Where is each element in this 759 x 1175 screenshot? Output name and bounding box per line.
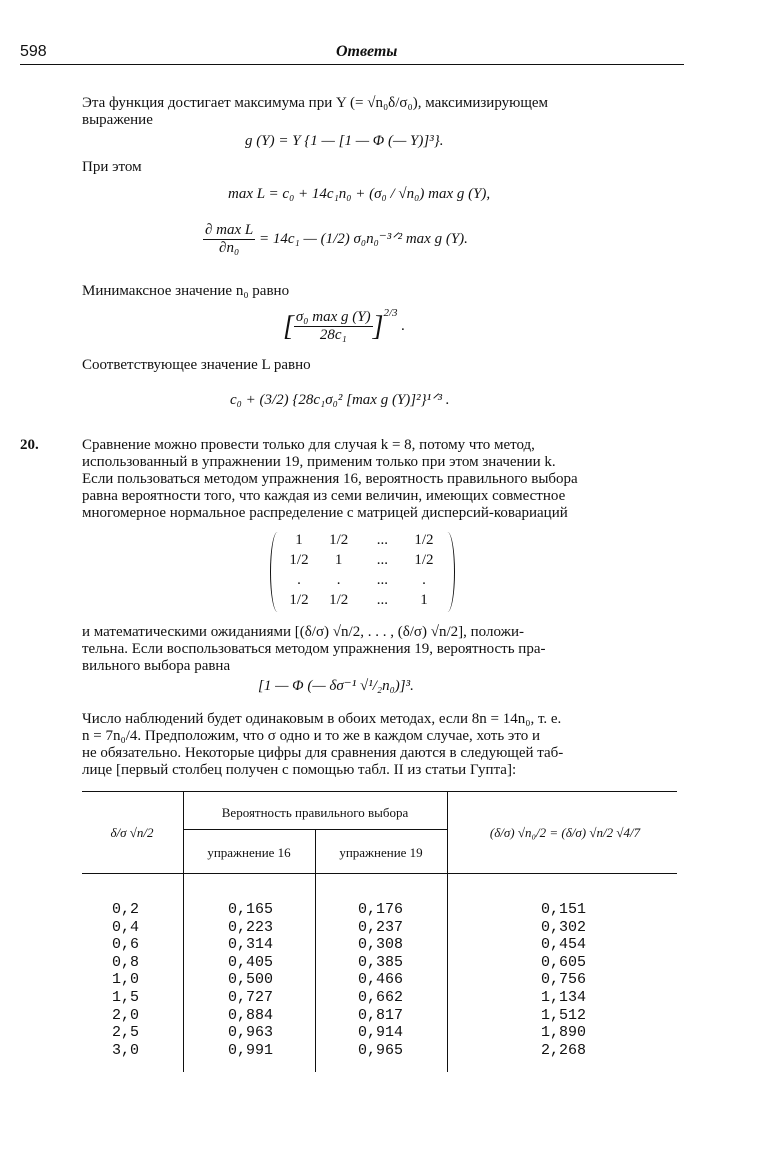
table-cell: 0,884	[228, 1006, 274, 1024]
after-matrix-paragraph	[82, 624, 692, 675]
table-cell: 0,302	[541, 918, 587, 936]
item-line: многомерное нормальное распределение с матрицей дисперсий-ковариаций	[82, 505, 568, 521]
matrix-left-paren	[270, 532, 285, 612]
header-group: Вероятность правильного выбора	[221, 805, 409, 820]
final-paragraph	[82, 711, 692, 779]
intro-line-1: Эта функция достигает максимума при Y (= √n₀δ/σ₀), максимизирующем	[82, 95, 549, 111]
item-line: использованный в упражнении 19, применим только при этом значении k.	[82, 454, 556, 470]
table-cell: 0,237	[358, 918, 404, 936]
derivative-fraction	[203, 222, 255, 257]
matrix-cell: 1	[334, 552, 343, 568]
equation-g: g (Y) = Y {1 — [1 — Φ (— Y)]³}.	[245, 133, 444, 149]
n0-numerator: σ₀ max g (Y)	[295, 309, 371, 326]
column-exercise-16	[228, 901, 273, 1059]
table-cell: 0,914	[358, 1024, 404, 1042]
final-line: лице [первый столбец получен с помощью табл. II из статьи Гупта]:	[82, 762, 517, 778]
matrix-cell: 1/2	[329, 592, 349, 608]
table-cell: 0,756	[541, 971, 587, 989]
table-cell: 0,454	[541, 936, 587, 954]
item-20-paragraph	[82, 437, 692, 522]
after-matrix-line: и математическими ожиданиями [(δ/σ) √n/2, . . . , (δ/σ) √n/2], положи-	[82, 624, 524, 640]
table-cell: 0,6	[112, 936, 140, 954]
table-cell: 0,308	[358, 936, 404, 954]
table-cell: 0,4	[112, 918, 140, 936]
table-vline-3	[447, 791, 448, 1072]
column-exercise-19	[358, 901, 403, 1059]
table-cell: 0,991	[228, 1041, 274, 1059]
matrix-cell: ...	[376, 592, 388, 608]
table-top-rule	[82, 791, 677, 792]
table-cell: 3,0	[112, 1041, 140, 1059]
table-cell: 1,134	[541, 988, 587, 1006]
matrix-cell: 1	[420, 592, 428, 608]
derivative-numerator: ∂ max L	[205, 222, 254, 238]
equation-derivative	[203, 222, 468, 257]
final-line: n = 7n₀/4. Предположим, что σ одно и то же в каждом случае, хоть это и	[82, 728, 540, 744]
item-line: равна вероятности того, что каждая из семи величин, имеющих совместное	[82, 488, 566, 504]
header-rule	[20, 64, 684, 65]
matrix-cell: ...	[376, 552, 388, 568]
table-cell: 0,223	[228, 918, 274, 936]
table-cell: 0,2	[112, 901, 140, 918]
table-cell: 0,500	[228, 971, 274, 989]
page-number: 598	[20, 43, 47, 60]
after-matrix-line: вильного выбора равна	[82, 658, 231, 674]
running-title: Ответы	[336, 43, 398, 60]
text-minimax: Минимаксное значение n₀ равно	[82, 283, 290, 299]
table-cell: 2,5	[112, 1024, 140, 1042]
n0-denominator: 28c₁	[319, 327, 347, 344]
header-col4: (δ/σ) √n₀/2 = (δ/σ) √n/2 √4/7	[489, 825, 641, 840]
table-cell: 0,662	[358, 988, 404, 1006]
table-cell: 0,314	[228, 936, 274, 954]
table-vline-2	[315, 829, 316, 1072]
table-vline-1	[183, 791, 184, 1072]
matrix-cell: .	[422, 572, 426, 588]
table-cell: 0,151	[541, 901, 587, 918]
derivative-rhs: = 14c₁ — (1/2) σ₀n₀⁻³ᐟ² max g (Y).	[259, 230, 468, 247]
column-scaled-ratio	[541, 901, 586, 1059]
table-cell: 2,268	[541, 1041, 587, 1059]
final-line: Число наблюдений будет одинаковым в обоих методах, если 8n = 14n₀, т. е.	[82, 711, 562, 727]
header-col3: упражнение 19	[339, 845, 423, 860]
matrix-cell: ...	[376, 572, 388, 588]
final-line: не обязательно. Некоторые цифры для сравнения даются в следующей таб-	[82, 745, 564, 761]
equation-n0: [ $\frac{\text{σ₀ max g (Y)}}{\text{28c₁}}$ ]$^{2/3}$ .	[283, 307, 406, 344]
table-cell: 1,890	[541, 1024, 587, 1042]
derivative-denominator: ∂n₀	[219, 240, 240, 256]
matrix-cell: 1/2	[329, 532, 349, 548]
intro-line-2: выражение	[82, 112, 153, 128]
matrix-cell: ...	[376, 532, 388, 548]
table-header-rule	[82, 873, 677, 874]
item-line: Сравнение можно провести только для случая k = 8, потому что метод,	[82, 437, 535, 453]
text-corresponding-l: Соответствующее значение L равно	[82, 357, 311, 373]
intro-paragraph	[82, 95, 692, 129]
table-cell: 0,605	[541, 953, 587, 971]
item-line: Если пользоваться методом упражнения 16, вероятность правильного выбора	[82, 471, 578, 487]
table-cell: 0,727	[228, 988, 274, 1006]
table-cell: 1,5	[112, 988, 140, 1006]
header-col2: упражнение 16	[207, 845, 291, 860]
matrix-right-paren	[440, 532, 455, 612]
n0-exponent: 2/3	[383, 307, 398, 319]
after-matrix-line: тельна. Если воспользоваться методом упражнения 19, вероятность пра-	[82, 641, 546, 657]
table-cell: 0,965	[358, 1041, 404, 1059]
header-col1: δ/σ √n/2	[110, 825, 154, 840]
item-number: 20.	[20, 437, 39, 453]
matrix-cell: .	[297, 572, 301, 588]
matrix-cell: 1/2	[289, 592, 309, 608]
table-cell: 0,385	[358, 953, 404, 971]
table-cell: 0,165	[228, 901, 274, 918]
table-cell: 0,817	[358, 1006, 404, 1024]
table-cell: 0,176	[358, 901, 404, 918]
equation-max-l: max L = c₀ + 14c₁n₀ + (σ₀ / √n₀) max g (Y),	[228, 186, 491, 202]
table-cell: 1,512	[541, 1006, 587, 1024]
table-cell: 0,8	[112, 953, 140, 971]
table-cell: 2,0	[112, 1006, 140, 1024]
column-ratio	[112, 901, 139, 1059]
equation-probability: [1 — Φ (— δσ⁻¹ √¹/₂n₀)]³.	[258, 678, 414, 694]
table-cell: 1,0	[112, 971, 140, 989]
table-cell: 0,466	[358, 971, 404, 989]
matrix-cell: 1	[295, 532, 303, 548]
text-pri-etom: При этом	[82, 159, 142, 175]
matrix-cell: .	[336, 572, 341, 588]
table-cell: 0,963	[228, 1024, 274, 1042]
matrix-cell: 1/2	[414, 532, 434, 548]
equation-l: c₀ + (3/2) {28c₁σ₀² [max g (Y)]²}¹ᐟ³ .	[230, 392, 450, 408]
matrix-cell: 1/2	[414, 552, 434, 568]
table-cell: 0,405	[228, 953, 274, 971]
covariance-matrix	[270, 532, 455, 612]
matrix-cell: 1/2	[289, 552, 309, 568]
